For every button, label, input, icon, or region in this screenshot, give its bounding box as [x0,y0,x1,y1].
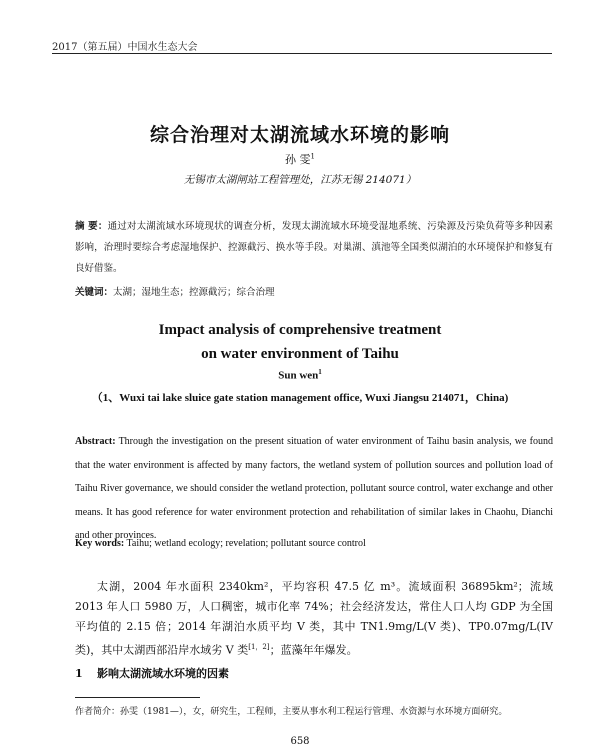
english-title-line-1: Impact analysis of comprehensive treatment [158,322,442,338]
chinese-abstract-text: 通过对太湖流域水环境现状的调查分析，发现太湖流域水环境受湿地系统、污染源及污染负荷等多种因素影响，治理时要综合考虑湿地保护、控源截污、换水等手段。对巢湖、滇池等全国类似湖泊的水环境保护和修复有良好借鉴。 [75,221,553,274]
english-abstract-label: Abstract: [75,436,116,447]
chinese-keywords [75,284,553,298]
chinese-author-name: 孙 雯 [285,153,311,166]
chinese-author-superscript: 1 [310,152,315,161]
section-number: 1 [75,667,83,680]
chinese-keywords-text: 太湖；湿地生态；控源截污；综合治理 [113,287,275,298]
page-number: 658 [290,736,310,747]
chinese-abstract-label: 摘 要： [75,221,108,232]
english-affiliation: （1、Wuxi tai lake sluice gate station management office, Wuxi Jiangsu 214071，China) [91,392,509,404]
running-header: 2017（第五届）中国水生态大会 [52,42,198,53]
english-author [0,368,600,382]
english-keywords [75,538,553,549]
section-title: 影响太湖流域水环境的因素 [97,667,229,680]
english-abstract-text: Through the investigation on the present situation of water environment of Taihu basin analysis, we found that the water environment is affected by many factors, the wetland system of pollution sources and pollution load of Taihu River governance, we should consider the wetland protection, pollutant source control, water exchange and other means. It has good reference for water environment protection and rehabilitation of similar lakes in Chaohu, Dianchi and other provinces. [75,436,553,541]
english-author-superscript: 1 [318,368,322,376]
english-keywords-text: Taihu; wetland ecology; revelation; pollutant source control [126,538,366,549]
body-paragraph-tail: ；蓝藻年年爆发。 [269,643,358,657]
chinese-keywords-label: 关键词： [75,287,114,298]
english-keywords-label: Key words: [75,538,125,549]
english-author-name: Sun wen [278,369,319,382]
section-heading [75,665,553,681]
chinese-affiliation: 无锡市太湖闸站工程管理处，江苏无锡 214071） [183,174,417,186]
english-title [0,318,600,366]
footnote-rule [75,697,200,698]
chinese-title: 综合治理对太湖流域水环境的影响 [149,124,450,146]
english-abstract [75,430,553,548]
author-footnote: 作者简介：孙雯（1981—），女，研究生，工程师，主要从事水利工程运行管理、水资源与水环境方面研究。 [75,707,508,717]
chinese-author [0,151,600,167]
body-paragraph-main: 太湖，2004 年水面积 2340km²，平均容积 47.5 亿 m³。流域面积 36895km²；流域 2013 年人口 5980 万，人口稠密，城市化率 74%；社会经济发达，常住人口人均 GDP 为全国平均值的 2.15 倍；2014 年湖泊水质平均 V 类，其中 TN1.9mg/L(V 类)、TP0.07mg/L(IV 类)，其中太湖西部沿岸水域劣 V 类 [75,580,553,657]
english-title-line-2: on water environment of Taihu [201,346,399,362]
chinese-abstract [75,216,553,279]
body-paragraph [75,577,553,661]
body-citation: [1，2] [248,643,270,651]
header-rule [52,53,552,54]
